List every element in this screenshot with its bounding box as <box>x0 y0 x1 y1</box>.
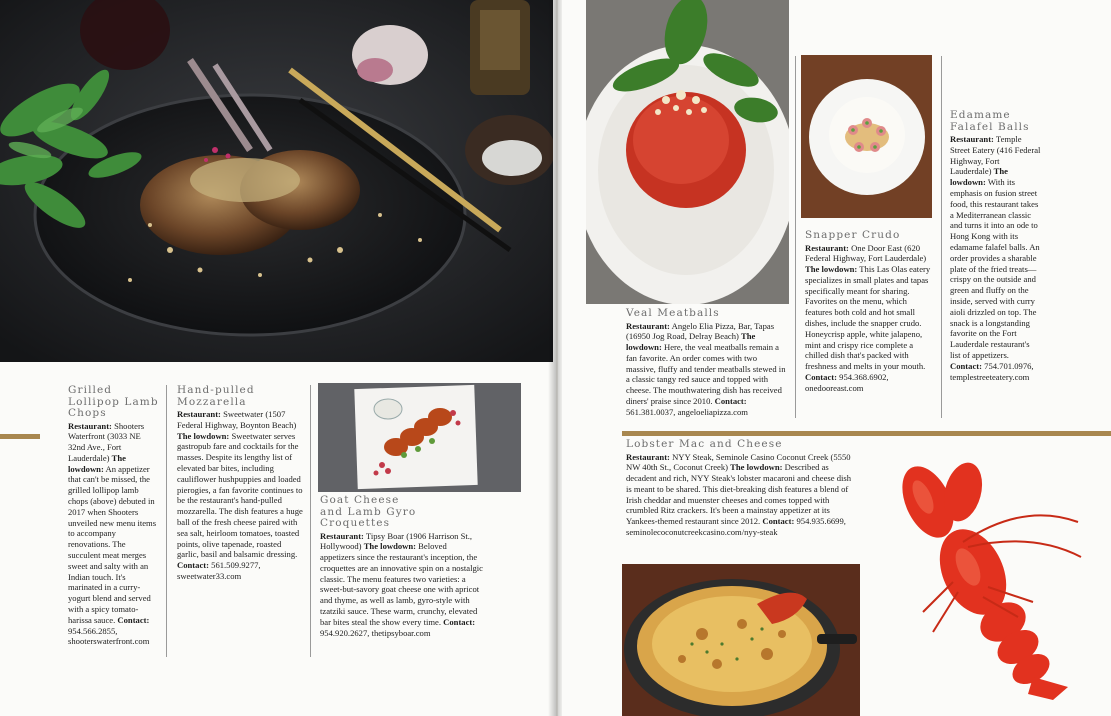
lowdown-value: An appetizer that can't be missed, the grilled lollipop lamb chops (above) debuted in 2017 when Shooters unveiled new menu items to accompany renovations. The succulent meat merges sweet and salty with an Indian touch. It's marinated in a curry-yogurt blend and served with a spicy tomato-harissa sauce. <box>68 463 157 625</box>
veal-meatballs-photo <box>586 0 789 304</box>
lowdown-value: Sweetwater serves gastropub fare and cocktails for the masses. Despite its lengthy list of elevated bar bites, including cauliflower hushpuppies and loaded pierogies, a fan favorite continues to be the restaurant's hand-pulled mozzarella. The dish features a huge ball of the fresh cheese paired with sea salt, heirloom tomatoes, toasted points, olive tapenade, roasted garlic, basil and balsamic dressing. <box>177 430 303 560</box>
article-title: Grilled Lollipop Lamb Chops <box>68 384 159 419</box>
lowdown-value: Beloved appetizers since the restaurant's inception, the croquettes are an innovative spin on a nostalgic classic. The menu features two varieties: a sweet-but-savory goat cheese one with apricot and thyme, as well as lamb, gyro-style with tzatziki sauce. These warm, crunchy, elevated bar bites steal the show every time. <box>320 541 483 627</box>
contact-label: Contact: <box>950 360 982 371</box>
spine-shadow <box>548 0 562 716</box>
contact-value: 754.701.0976, templestreeteatery.com <box>950 360 1034 382</box>
lowdown-label: The lowdown: <box>363 541 416 552</box>
contact-label: Contact: <box>805 372 837 383</box>
lobster-photo <box>893 462 1083 702</box>
contact-value: 954.935.6699, seminolecoconutcreekcasino.com/nyy-steak <box>626 516 846 538</box>
restaurant-value: Tipsy Boar (1906 Harrison St., Hollywood) <box>320 530 473 552</box>
column-divider <box>166 385 167 657</box>
article-title: Lobster Mac and Cheese <box>626 438 783 450</box>
lowdown-value: Described as decadent and rich, NYY Steak's lobster macaroni and cheese dish is meant to be shared. This diet-breaking dish features a blend of Irish cheddar and muenster cheeses and comes topped with crumbled Ritz crackers. It's been a mainstay appetizer at its Yankees-themed restaurant since 2012. <box>626 462 852 527</box>
gold-rule-right <box>622 431 1111 436</box>
article-body <box>626 452 856 538</box>
right-page <box>558 0 1111 716</box>
article-title: Edamame Falafel Balls <box>950 109 1030 133</box>
column-divider <box>310 385 311 657</box>
contact-label: Contact: <box>714 396 747 407</box>
article-body <box>626 321 786 418</box>
article-lobster-mac <box>626 439 856 538</box>
article-croquettes <box>320 495 483 638</box>
column-divider <box>795 56 796 418</box>
restaurant-label: Restaurant: <box>626 451 670 462</box>
lowdown-label: The lowdown: <box>805 264 858 275</box>
article-lamb-chops <box>68 385 160 647</box>
restaurant-label: Restaurant: <box>68 420 112 431</box>
restaurant-value: Temple Street Eatery (416 Federal Highway, Fort Lauderdale) <box>950 134 1041 177</box>
article-title: Snapper Crudo <box>805 229 901 241</box>
contact-value: 954.368.6902, onedooreast.com <box>805 372 889 393</box>
lowdown-label: The lowdown: <box>950 166 1008 188</box>
restaurant-label: Restaurant: <box>320 530 364 541</box>
lowdown-label: The lowdown: <box>626 331 756 353</box>
restaurant-label: Restaurant: <box>626 320 670 331</box>
contact-value: 954.566.2855, shooterswaterfront.com <box>68 625 150 647</box>
lowdown-label: The lowdown: <box>68 452 126 474</box>
contact-value: 561.509.9277, sweetwater33.com <box>177 560 261 581</box>
mac-and-cheese-photo <box>622 564 860 716</box>
gold-rule-left <box>0 434 40 439</box>
article-body <box>68 421 160 648</box>
column-divider <box>941 56 942 418</box>
article-title: Veal Meatballs <box>626 307 720 319</box>
restaurant-value: Sweetwater (1507 Federal Highway, Boynton Beach) <box>177 409 297 430</box>
contact-value: 954.920.2627, thetipsyboar.com <box>320 627 431 638</box>
article-body <box>805 243 935 394</box>
restaurant-value: NYY Steak, Seminole Casino Coconut Creek (5550 NW 40th St., Coconut Creek) <box>626 451 851 473</box>
lowdown-label: The lowdown: <box>177 430 230 441</box>
contact-label: Contact: <box>762 516 795 527</box>
contact-value: 561.381.0037, angeloeliapizza.com <box>626 406 748 417</box>
contact-label: Contact: <box>177 560 209 571</box>
article-snapper-crudo <box>805 230 935 394</box>
lowdown-value: Here, the veal meatballs remain a fan favorite. An order comes with two massive, fluffy and tender meatballs stewed in a classic tangy red sauce and topped with cheese. The mouthwatering dish has received diners' praise since 2010. <box>626 342 786 407</box>
lowdown-value: With its emphasis on fusion street food, this restaurant takes a Mediterranean classic and turns it into an ode to Hong Kong with its edamame falafel balls. An order provides a sharable plate of the fried treats—crispy on the outside and green and fluffy on the inside, served with curry aioli drizzled on top. The snack is a longstanding favorite on the Fort Lauderdale restaurant's list of appetizers. <box>950 177 1040 360</box>
contact-label: Contact: <box>443 616 476 627</box>
article-veal-meatballs <box>626 308 786 418</box>
lamb-chops-photo <box>0 0 553 362</box>
article-title: Goat Cheese and Lamb Gyro Croquettes <box>320 494 417 529</box>
article-edamame-falafel <box>950 110 1042 382</box>
lowdown-value: This Las Olas eatery specializes in small plates and tapas specifically meant for sharing. Favorites on the menu, which features both cold and hot small dishes, include the snapper crudo. Honeycrisp apple, white jalapeno, mint and crispy rice complete a chilled dish that's packed with freshness and melts in your mouth. <box>805 264 931 372</box>
contact-label: Contact: <box>117 614 150 625</box>
restaurant-value: One Door East (620 Federal Highway, Fort Lauderdale) <box>805 242 927 264</box>
article-mozzarella <box>177 385 305 582</box>
restaurant-label: Restaurant: <box>805 242 849 253</box>
article-body <box>177 409 305 582</box>
restaurant-value: Shooters Waterfront (3033 NE 32nd Ave., Fort Lauderdale) <box>68 420 145 463</box>
croquettes-photo <box>318 383 521 492</box>
article-title: Hand-pulled Mozzarella <box>177 384 255 408</box>
article-body <box>320 531 483 639</box>
restaurant-value: Angelo Elia Pizza, Bar, Tapas (16950 Jog Road, Delray Beach) <box>626 320 775 342</box>
lowdown-label: The lowdown: <box>730 462 783 473</box>
restaurant-label: Restaurant: <box>950 134 994 144</box>
restaurant-label: Restaurant: <box>177 409 221 419</box>
snapper-crudo-photo <box>801 55 932 218</box>
article-body <box>950 134 1042 382</box>
